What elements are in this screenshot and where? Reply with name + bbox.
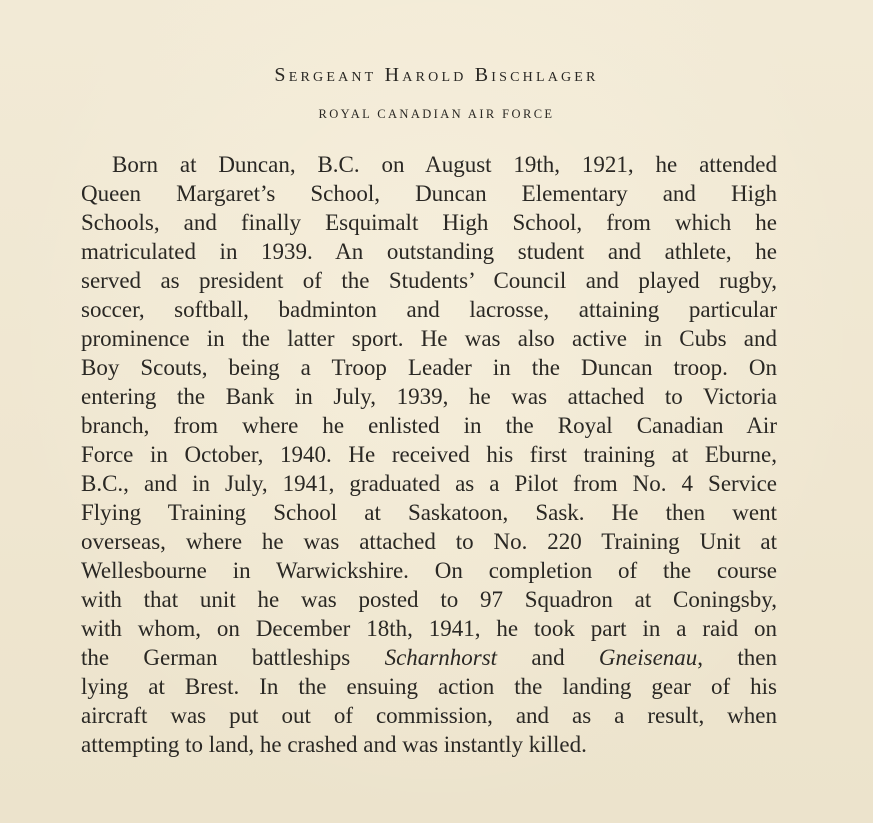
- paragraph-line: attempting to land, he crashed and was instantly killed.: [81, 732, 587, 757]
- paragraph-line: served as president of the Students’ Council and played rugby,: [81, 268, 777, 293]
- ships-line-prefix: the German battleships: [81, 645, 385, 670]
- paragraph-line: matriculated in 1939. An outstanding student and athlete, he: [81, 239, 777, 264]
- ship-name-scharnhorst: Scharnhorst: [384, 645, 498, 670]
- paragraph-line: Boy Scouts, being a Troop Leader in the Duncan troop. On: [81, 355, 777, 380]
- paragraph-line: aircraft was put out of commission, and as a result, when: [81, 703, 777, 728]
- biography-paragraph: [81, 150, 777, 759]
- page-subtitle: ROYAL CANADIAN AIR FORCE: [318, 107, 555, 121]
- paragraph-line: prominence in the latter sport. He was also active in Cubs and: [81, 326, 777, 351]
- paragraph-line: entering the Bank in July, 1939, he was attached to Victoria: [81, 384, 777, 409]
- ships-line-middle: and: [497, 645, 599, 670]
- page-title: Sergeant Harold Bischlager: [274, 64, 599, 86]
- paragraph-line: Force in October, 1940. He received his first training at Eburne,: [81, 442, 777, 467]
- paragraph-line: soccer, softball, badminton and lacrosse, attaining particular: [81, 297, 777, 322]
- paragraph-line: Schools, and finally Esquimalt High School, from which he: [81, 210, 777, 235]
- paragraph-line: overseas, where he was attached to No. 220 Training Unit at: [81, 529, 777, 554]
- paragraph-line: branch, from where he enlisted in the Royal Canadian Air: [81, 413, 777, 438]
- paragraph-line: B.C., and in July, 1941, graduated as a Pilot from No. 4 Service: [81, 471, 777, 496]
- paragraph-line: Flying Training School at Saskatoon, Sask. He then went: [81, 500, 777, 525]
- paragraph-line: with that unit he was posted to 97 Squadron at Coningsby,: [81, 587, 777, 612]
- paragraph-line: lying at Brest. In the ensuing action the landing gear of his: [81, 674, 777, 699]
- ship-name-gneisenau: Gneisenau: [598, 645, 698, 670]
- paragraph-line: Born at Duncan, B.C. on August 19th, 1921, he attended: [112, 152, 777, 177]
- paragraph-line: Wellesbourne in Warwickshire. On completion of the course: [81, 558, 777, 583]
- paragraph-line: Queen Margaret’s School, Duncan Elementary and High: [81, 181, 777, 206]
- paragraph-line: with whom, on December 18th, 1941, he took part in a raid on: [81, 616, 777, 641]
- paragraph-line-ships: [81, 643, 777, 672]
- ships-line-suffix: , then: [697, 645, 777, 670]
